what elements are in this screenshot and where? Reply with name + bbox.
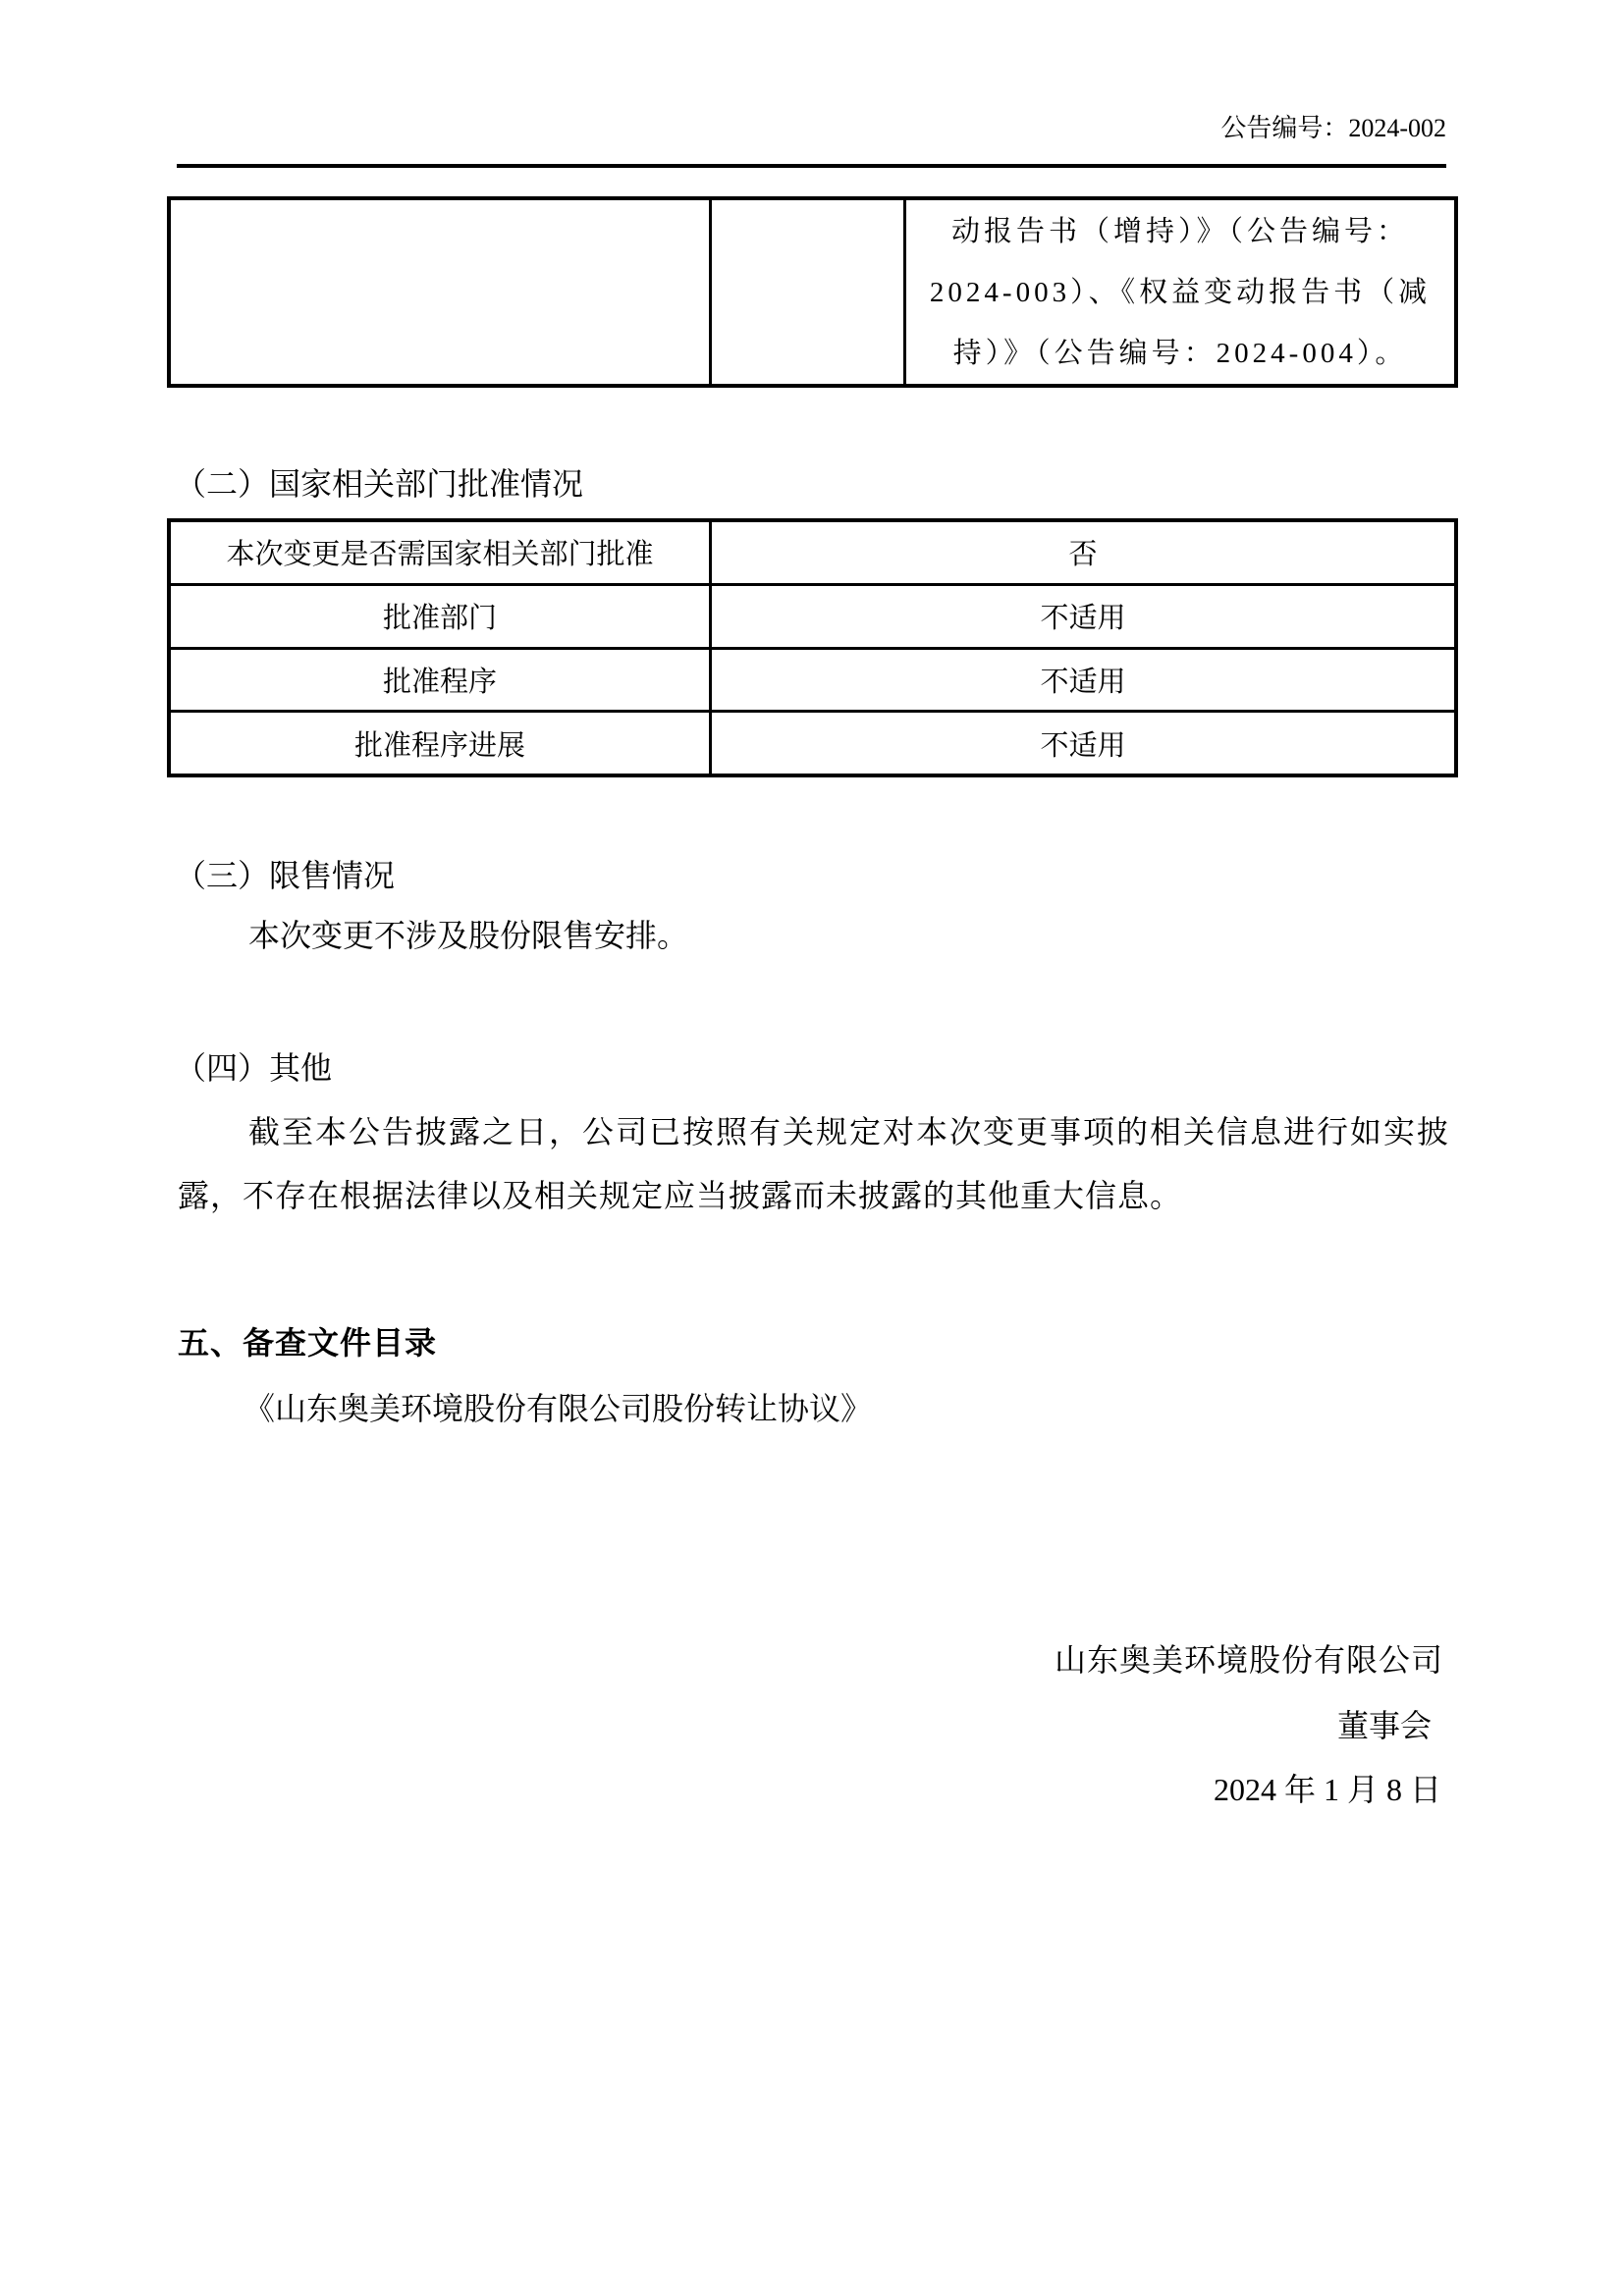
- section-approval-title: （二）国家相关部门批准情况: [175, 466, 584, 502]
- section-other-title: （四）其他: [175, 1050, 333, 1086]
- approval-row-label: 批准程序进展: [171, 713, 712, 774]
- signature-board: 董事会: [1336, 1708, 1432, 1743]
- approval-row-value: 不适用: [1040, 729, 1126, 762]
- signature-date: 2024 年 1 月 8 日: [1213, 1772, 1441, 1807]
- section-lockup-title: （三）限售情况: [175, 858, 396, 893]
- approval-row-label: 本次变更是否需国家相关部门批准: [171, 522, 712, 583]
- header-rule: [177, 164, 1446, 168]
- continuation-line: 持）》（公告编号：2024-004）。: [952, 337, 1408, 369]
- continuation-table: [167, 196, 1458, 388]
- section-lockup-body: 本次变更不涉及股份限售安排。: [248, 918, 689, 953]
- approval-row-label: 批准部门: [171, 586, 712, 647]
- header-doc-number: 公告编号：2024-002: [1220, 114, 1446, 142]
- continuation-table-col3: [906, 200, 1454, 384]
- section-other-body-line2: 露，不存在根据法律以及相关规定应当披露而未披露的其他重大信息。: [178, 1178, 1183, 1213]
- approval-row-value: 不适用: [1040, 603, 1126, 635]
- continuation-line: 2024-003）、《权益变动报告书（减: [929, 276, 1432, 308]
- approval-row-value: 否: [1068, 539, 1098, 571]
- table-row: [171, 522, 1454, 583]
- continuation-table-divider-1: [709, 200, 712, 384]
- approval-table: [167, 518, 1458, 777]
- signature-company: 山东奥美环境股份有限公司: [1054, 1642, 1443, 1678]
- table-row: [171, 710, 1454, 774]
- table-row: [171, 583, 1454, 647]
- continuation-line: 动报告书（增持）》（公告编号：: [950, 215, 1409, 247]
- table-row: [171, 647, 1454, 711]
- approval-row-value: 不适用: [1040, 666, 1126, 698]
- section-other-body-line1: 截至本公告披露之日，公司已按照有关规定对本次变更事项的相关信息进行如实披: [248, 1114, 1451, 1149]
- approval-row-label: 批准程序: [171, 650, 712, 711]
- section-documents-body: 《山东奥美环境股份有限公司股份转让协议》: [244, 1391, 873, 1426]
- section-documents-title: 五、备查文件目录: [178, 1325, 438, 1361]
